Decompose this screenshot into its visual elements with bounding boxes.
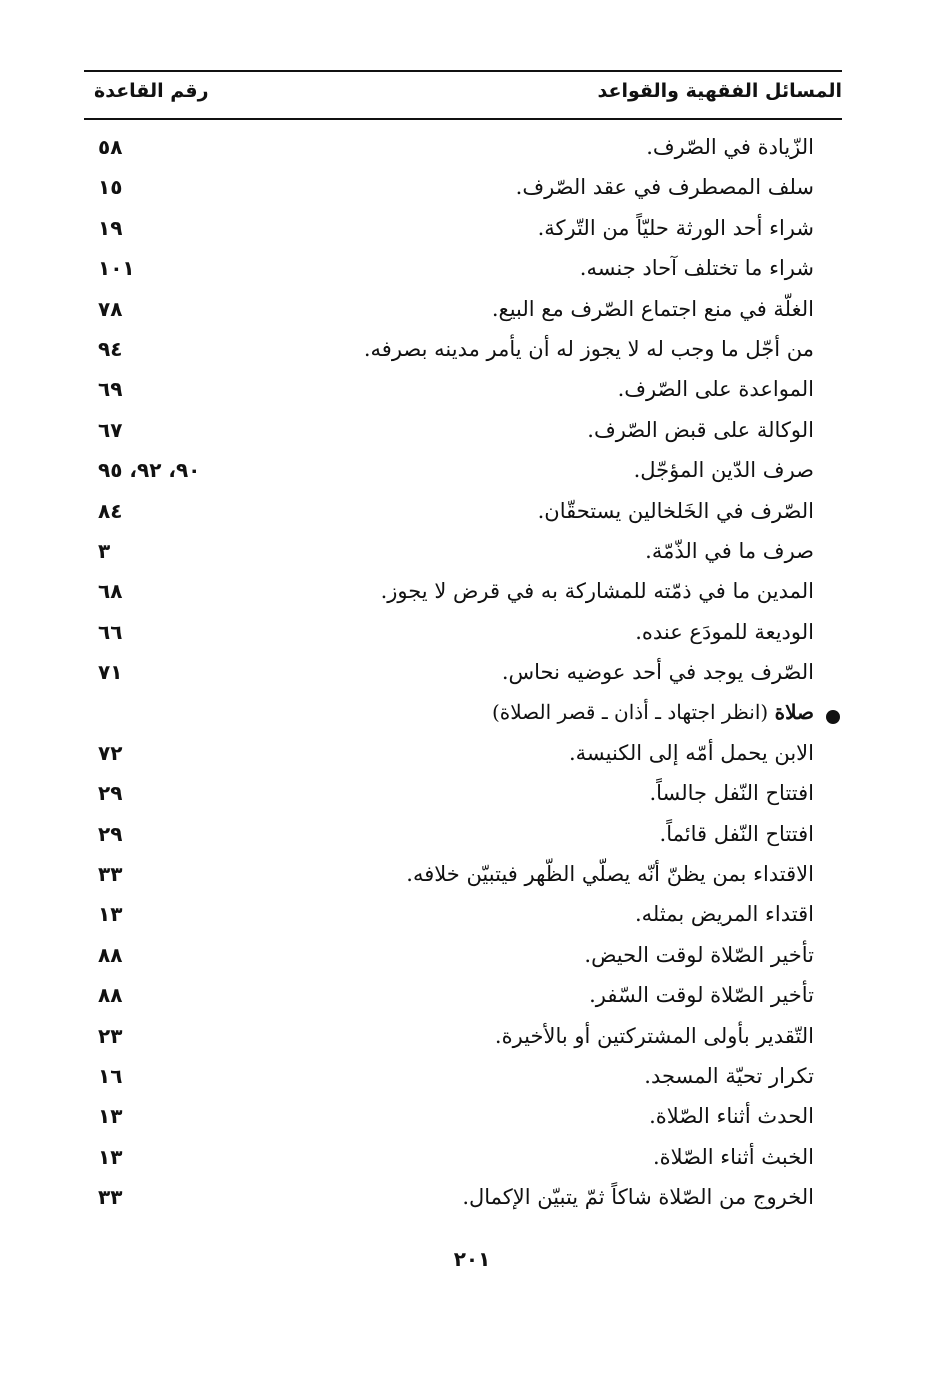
entry-number: ١٥ bbox=[98, 175, 123, 200]
entry-text: الابن يحمل أمّه إلى الكنيسة. bbox=[568, 740, 814, 765]
entry-text: الاقتداء بمن يظنّ أنّه يصلّي الظّهر فيتبيّن خلافه. bbox=[406, 862, 814, 887]
list-item bbox=[84, 295, 814, 335]
header-column-label: رقم القاعدة bbox=[94, 80, 209, 102]
entry-number: ٨٤ bbox=[98, 498, 123, 523]
entry-number: ٩٠، ٩٢، ٩٥ bbox=[98, 458, 201, 483]
list-item bbox=[84, 1062, 814, 1102]
list-item bbox=[84, 739, 814, 779]
list-item bbox=[84, 618, 814, 658]
entry-text: الخروج من الصّلاة شاكاً ثمّ يتبيّن الإكمال. bbox=[462, 1185, 814, 1210]
entry-number: ٩٤ bbox=[98, 336, 123, 361]
section-note: (انظر اجتهاد ـ أذان ـ قصر الصلاة) bbox=[491, 700, 769, 725]
entry-number: ٨٨ bbox=[98, 983, 123, 1008]
list-item bbox=[84, 577, 814, 617]
entry-number: ٢٩ bbox=[98, 821, 123, 846]
list-item bbox=[84, 1183, 814, 1223]
list-item bbox=[84, 981, 814, 1021]
bullet-icon bbox=[826, 710, 840, 724]
entry-text: تأخير الصّلاة لوقت السّفر. bbox=[589, 983, 814, 1008]
list-item bbox=[84, 497, 814, 537]
entry-number: ٦٨ bbox=[98, 579, 123, 604]
list-item bbox=[84, 335, 814, 375]
list-item bbox=[84, 900, 814, 940]
entry-text: الوديعة للمودَع عنده. bbox=[635, 619, 814, 644]
entry-text: الصّرف يوجد في أحد عوضيه نحاس. bbox=[501, 660, 814, 685]
entry-number: ٣ bbox=[98, 538, 111, 563]
list-item bbox=[84, 658, 814, 698]
entry-text: افتتاح النّفل جالساً. bbox=[649, 781, 814, 806]
entry-text: سلف المصطرف في عقد الصّرف. bbox=[515, 175, 814, 200]
entry-text: صرف ما في الذّمّة. bbox=[645, 538, 814, 563]
entry-text: من أجّل ما وجب له لا يجوز له أن يأمر مدينه بصرفه. bbox=[363, 336, 814, 361]
list-item bbox=[84, 941, 814, 981]
list-item bbox=[84, 133, 814, 173]
page-number: ٢٠١ bbox=[453, 1247, 491, 1271]
entry-text: اقتداء المريض بمثله. bbox=[634, 902, 814, 927]
list-item bbox=[84, 1143, 814, 1183]
entry-text: شراء أحد الورثة حليّاً من التّركة. bbox=[537, 215, 814, 240]
entry-text: الزّيادة في الصّرف. bbox=[646, 135, 814, 159]
entry-number: ٦٦ bbox=[98, 619, 123, 644]
entry-number: ١٣ bbox=[98, 1144, 123, 1169]
entry-number: ٨٨ bbox=[98, 942, 123, 967]
header-top-rule bbox=[84, 70, 842, 72]
entry-text: التّقدير بأولى المشتركتين أو بالأخيرة. bbox=[494, 1023, 814, 1048]
entry-number: ١٠١ bbox=[98, 256, 135, 281]
entry-text: الصّرف في الخَلخالين يستحقّان. bbox=[537, 498, 814, 523]
entry-number: ٧١ bbox=[98, 660, 123, 685]
list-item bbox=[84, 1102, 814, 1142]
page-header bbox=[84, 76, 842, 114]
entry-number: ٥٨ bbox=[98, 135, 123, 159]
entry-number: ١٣ bbox=[98, 902, 123, 927]
section-title: صلاة bbox=[774, 700, 814, 725]
entry-text: الحدث أثناء الصّلاة. bbox=[649, 1104, 814, 1129]
index-entries bbox=[84, 133, 814, 1224]
entry-number: ٢٩ bbox=[98, 781, 123, 806]
entry-number: ٧٢ bbox=[98, 740, 123, 765]
entry-text: المدين ما في ذمّته للمشاركة به في قرض لا يجوز. bbox=[380, 579, 814, 604]
entry-number: ١٣ bbox=[98, 1104, 123, 1129]
list-item bbox=[84, 779, 814, 819]
entry-number: ٧٨ bbox=[98, 296, 123, 321]
list-item bbox=[84, 456, 814, 496]
section-heading bbox=[492, 700, 814, 724]
entry-number: ٦٩ bbox=[98, 377, 123, 402]
entry-text: صرف الدّين المؤجّل. bbox=[633, 458, 814, 483]
entry-number: ١٩ bbox=[98, 215, 123, 240]
entry-text: شراء ما تختلف آحاد جنسه. bbox=[579, 256, 814, 281]
entry-text: افتتاح النّفل قائماً. bbox=[659, 821, 814, 846]
entry-number: ٣٣ bbox=[98, 862, 123, 887]
list-item bbox=[84, 254, 814, 294]
list-item bbox=[84, 860, 814, 900]
entry-number: ١٦ bbox=[98, 1063, 123, 1088]
entry-number: ٣٣ bbox=[98, 1185, 123, 1210]
entry-number: ٢٣ bbox=[98, 1023, 123, 1048]
entry-text: تأخير الصّلاة لوقت الحيض. bbox=[584, 942, 814, 967]
section-heading-row bbox=[84, 698, 814, 738]
entry-text: الخبث أثناء الصّلاة. bbox=[652, 1144, 814, 1169]
list-item bbox=[84, 537, 814, 577]
entry-text: الوكالة على قبض الصّرف. bbox=[587, 417, 814, 442]
entry-text: المواعدة على الصّرف. bbox=[617, 377, 814, 402]
list-item bbox=[84, 1022, 814, 1062]
header-title: المسائل الفقهية والقواعد bbox=[597, 80, 842, 102]
list-item bbox=[84, 173, 814, 213]
list-item bbox=[84, 416, 814, 456]
entry-text: الغلّة في منع اجتماع الصّرف مع البيع. bbox=[491, 296, 814, 321]
list-item bbox=[84, 375, 814, 415]
list-item bbox=[84, 214, 814, 254]
entry-number: ٦٧ bbox=[98, 417, 123, 442]
header-bottom-rule bbox=[84, 118, 842, 120]
list-item bbox=[84, 820, 814, 860]
entry-text: تكرار تحيّة المسجد. bbox=[644, 1063, 814, 1088]
